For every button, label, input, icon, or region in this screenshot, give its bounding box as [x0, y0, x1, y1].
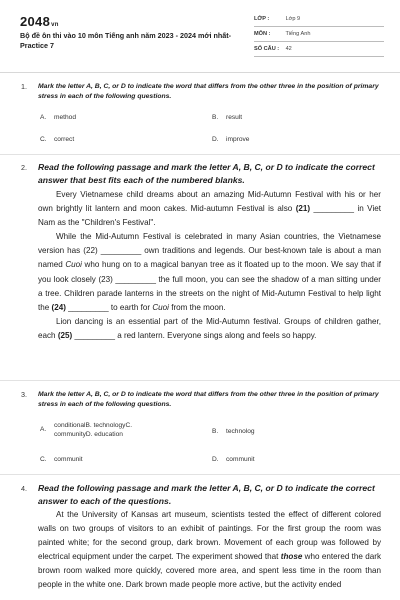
document-title: Bộ đề ôn thi vào 10 môn Tiếng anh năm 2023 - 2024 mới nhất- Practice 7	[20, 31, 232, 50]
meta-divider	[254, 56, 384, 57]
passage-text: Every Vietnamese child dreams about an amazing Mid-Autumn Festival with his or her own brightly lit lantern and moon cakes. Mid-autumn Festival is also	[38, 190, 381, 214]
meta-question-count	[254, 46, 384, 52]
option-b[interactable]	[212, 427, 255, 436]
option-d[interactable]	[212, 455, 255, 464]
question-divider	[0, 154, 400, 155]
option-c[interactable]	[40, 135, 74, 144]
option-text: conditionalB. technologyC. communityD. education	[54, 422, 133, 438]
question-instruction: Read the following passage and mark the letter A, B, C, or D to indicate the correct answer that best fits each of the numbered blanks.	[38, 162, 375, 185]
passage-paragraph	[38, 188, 381, 230]
question-instruction: Read the following passage and mark the letter A, B, C, or D to indicate the correct answer to each of the questions.	[38, 483, 375, 506]
meta-subject	[254, 31, 384, 37]
option-letter: D.	[212, 456, 219, 463]
meta-value: Tiếng Anh	[285, 31, 311, 37]
reading-passage	[38, 508, 381, 593]
meta-value: 42	[285, 46, 292, 52]
reading-passage	[38, 188, 381, 343]
meta-key: LỚP :	[254, 16, 270, 22]
option-c[interactable]	[40, 455, 83, 464]
option-text: improve	[226, 136, 250, 143]
passage-text: who entered the dark brown room walked more quickly, covered more area, and spent less time in the room than people in the white one. Dark brown made people more active, but the activity ended	[38, 552, 382, 590]
option-text: technolog	[226, 428, 255, 435]
brand-name: 2048	[20, 14, 51, 29]
option-letter: C.	[40, 136, 47, 143]
question-divider	[0, 380, 400, 381]
question-number: 3.	[21, 390, 27, 399]
meta-key: MÔN :	[254, 31, 271, 37]
option-letter: A.	[40, 426, 47, 433]
passage-blank-number: (21)	[295, 204, 311, 214]
question-divider	[0, 474, 400, 475]
passage-blank-number: (24)	[51, 302, 66, 312]
header-divider	[0, 72, 400, 73]
passage-emphasis-word: those	[280, 552, 303, 562]
option-d[interactable]	[212, 135, 249, 144]
option-text: result	[226, 114, 243, 121]
passage-paragraph	[38, 315, 381, 343]
meta-value: Lớp 9	[285, 16, 301, 22]
question-number: 1.	[21, 82, 27, 91]
meta-key: SỐ CÂU :	[254, 46, 280, 52]
passage-text: _________ a red lantern. Everyone sings along and feels so happy.	[72, 330, 317, 340]
question-instruction: Mark the letter A, B, C, or D to indicate the word that differs from the other three in the position of primary stress in each of the following questions.	[38, 391, 379, 408]
page-header	[0, 0, 400, 64]
passage-paragraph	[38, 508, 381, 593]
passage-italic-word: Cuoi	[65, 260, 82, 270]
option-a[interactable]	[40, 421, 180, 439]
passage-text: from the moon.	[168, 302, 226, 312]
option-letter: D.	[212, 136, 219, 143]
passage-blank-number: (25)	[57, 330, 73, 340]
option-text: communit	[54, 456, 83, 463]
brand-logo[interactable]	[20, 14, 59, 29]
option-text: method	[54, 114, 76, 121]
passage-text: _________ to earth for	[65, 302, 153, 312]
meta-divider	[254, 41, 384, 42]
question-number: 4.	[21, 484, 27, 493]
option-text: communit	[226, 456, 255, 463]
meta-divider	[254, 26, 384, 27]
passage-text: _________ in Viet Nam as the "Children's Festival".	[38, 204, 381, 228]
passage-text: Lion dancing is an essential part of the Mid-Autumn festival. Groups of children gather, each	[38, 316, 381, 340]
question-instruction: Mark the letter A, B, C, or D to indicate the word that differs from the other three in the position of primary stress in each of the following questions.	[38, 83, 379, 100]
option-letter: B.	[212, 428, 219, 435]
option-letter: C.	[40, 456, 47, 463]
brand-suffix: vn	[51, 22, 59, 28]
option-a[interactable]	[40, 113, 76, 122]
question-number: 2.	[21, 163, 27, 172]
passage-text: While the Mid-Autumn Festival is celebrated in many Asian countries, the Vietnamese version has (22) _________ own traditions and legends. Our best-known tale is about a man named	[38, 232, 381, 270]
passage-paragraph	[38, 230, 381, 315]
passage-text: At the University of Kansas art museum, scientists tested the effect of different colored walls on two groups of visitors to an exhibit of paintings. For the first group the room was painted white; for the second group, dark brown. Movement of each group was followed by electrical equipment under the carpet. The experiment showed that	[38, 510, 381, 562]
passage-italic-word: Cuoi	[152, 302, 169, 312]
passage-text: who hung on to a magical banyan tree as it floated up to the moon. We say that if you look closely (23) _________ the full moon, you can see the shadow of a man sitting under a tree. Children parade lanterns in the streets on the night of Mid-Autumn Festival to help light the	[38, 260, 381, 312]
option-letter: A.	[40, 114, 47, 121]
option-b[interactable]	[212, 113, 242, 122]
option-letter: B.	[212, 114, 219, 121]
meta-class	[254, 16, 384, 22]
option-text: correct	[54, 136, 75, 143]
